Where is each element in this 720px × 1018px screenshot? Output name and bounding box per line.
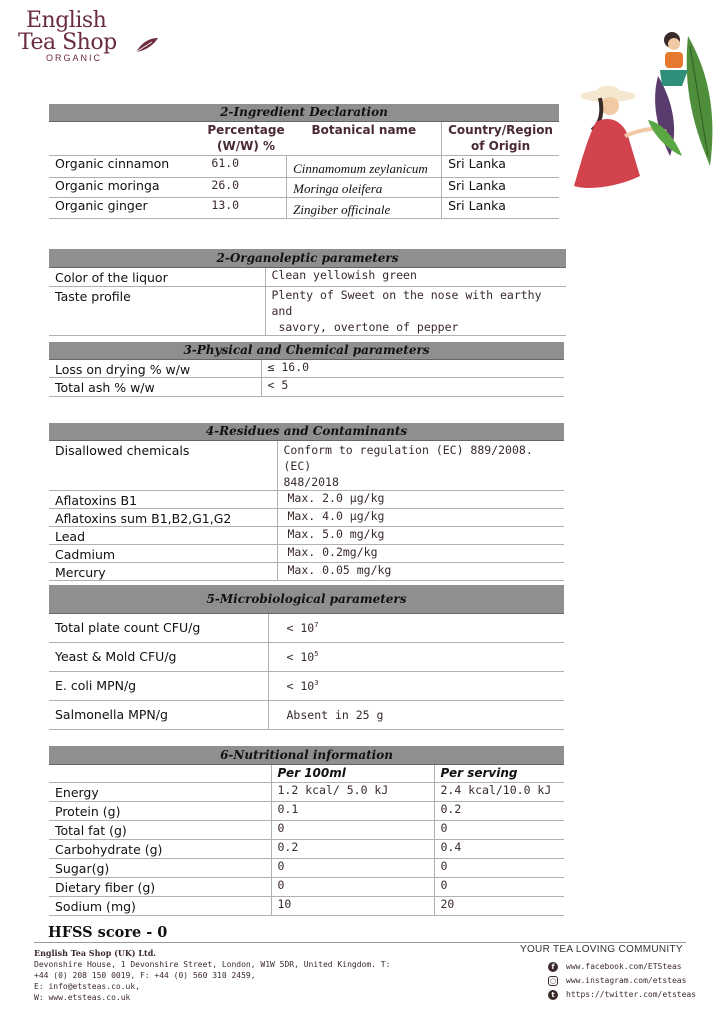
parameter-label: Aflatoxins B1 bbox=[49, 490, 277, 508]
hfss-score: HFSS score - 0 bbox=[48, 924, 168, 941]
parameter-label: Total ash % w/w bbox=[49, 377, 261, 396]
table-row bbox=[49, 177, 559, 197]
organoleptic-table-title: 2-Organoleptic parameters bbox=[49, 249, 566, 267]
parameter-label: Taste profile bbox=[49, 286, 265, 335]
social-instagram[interactable] bbox=[548, 976, 700, 990]
residues-table bbox=[49, 423, 564, 581]
table-row bbox=[49, 286, 566, 335]
parameter-value: Clean yellowish green bbox=[265, 267, 566, 286]
ingredient-percentage: 13.0 bbox=[205, 197, 286, 218]
ingredient-name: Organic moringa bbox=[49, 177, 205, 197]
ingredient-country: Sri Lanka bbox=[442, 197, 559, 218]
nutrient-label: Energy bbox=[49, 782, 271, 801]
parameter-value: < $10^3$ bbox=[268, 671, 564, 700]
nutrient-per-serving: 0 bbox=[434, 820, 564, 839]
ingredient-percentage: 26.0 bbox=[205, 177, 286, 197]
parameter-value: Conform to regulation (EC) 889/2008. (EC) 848/2018 bbox=[277, 440, 564, 490]
ingredient-botanical: Cinnamomum zeylanicum bbox=[287, 155, 442, 177]
physical-table bbox=[49, 342, 564, 397]
parameter-label: Cadmium bbox=[49, 544, 277, 562]
address-line-1: Devonshire House, 1 Devonshire Street, London, W1W 5DR, United Kingdom. T: bbox=[34, 960, 391, 969]
table-row bbox=[49, 440, 564, 490]
instagram-icon: ○ bbox=[549, 977, 557, 985]
parameter-value: Absent in 25 g bbox=[268, 700, 564, 729]
nutrient-per-100ml: 0 bbox=[271, 820, 434, 839]
parameter-value: < $10^7$ bbox=[268, 613, 564, 642]
facebook-icon: f bbox=[548, 962, 558, 972]
company-name: English Tea Shop (UK) Ltd. bbox=[34, 948, 157, 958]
nutrient-per-serving: 0 bbox=[434, 877, 564, 896]
ingredient-col-botanical: Botanical name bbox=[287, 121, 442, 155]
parameter-value: Max. 0.05 mg/kg bbox=[277, 562, 564, 580]
ingredient-table-title: 2-Ingredient Declaration bbox=[49, 104, 559, 121]
nutrient-per-serving: 2.4 kcal/10.0 kJ bbox=[434, 782, 564, 801]
twitter-icon: t bbox=[548, 990, 558, 1000]
organoleptic-table bbox=[49, 249, 566, 336]
table-row bbox=[49, 526, 564, 544]
website-link[interactable]: W: www.etsteas.co.uk bbox=[34, 993, 131, 1002]
nutrition-table bbox=[49, 746, 564, 916]
ingredient-botanical: Zingiber officinale bbox=[287, 197, 442, 218]
table-row bbox=[49, 490, 564, 508]
nutrient-per-serving: 0 bbox=[434, 858, 564, 877]
nutrient-per-100ml: 0.1 bbox=[271, 801, 434, 820]
table-row bbox=[49, 155, 559, 177]
nutrient-label: Sugar(g) bbox=[49, 858, 271, 877]
parameter-label: Color of the liquor bbox=[49, 267, 265, 286]
brand-line-2: Tea Shop bbox=[18, 30, 117, 55]
table-row bbox=[49, 508, 564, 526]
ingredient-name: Organic ginger bbox=[49, 197, 205, 218]
micro-table-title: 5-Microbiological parameters bbox=[49, 585, 564, 613]
parameter-value: ≤ 16.0 bbox=[261, 359, 564, 377]
parameter-label: Yeast & Mold CFU/g bbox=[49, 642, 268, 671]
nutrient-per-serving: 0.2 bbox=[434, 801, 564, 820]
ingredient-percentage: 61.0 bbox=[205, 155, 286, 177]
brand-logo bbox=[14, 8, 164, 64]
ingredient-botanical: Moringa oleifera bbox=[287, 177, 442, 197]
parameter-value: Max. 0.2mg/kg bbox=[277, 544, 564, 562]
ingredient-col-percentage: Percentage (W/W) % bbox=[205, 121, 286, 155]
parameter-label: Disallowed chemicals bbox=[49, 440, 277, 490]
nutrient-per-serving: 0.4 bbox=[434, 839, 564, 858]
nutrient-per-100ml: 10 bbox=[271, 896, 434, 915]
nutrition-header-blank bbox=[49, 764, 271, 782]
table-row bbox=[49, 858, 564, 877]
nutrition-table-title: 6-Nutritional information bbox=[49, 746, 564, 764]
footer-divider bbox=[34, 942, 686, 943]
twitter-link[interactable]: https://twitter.com/etsteas bbox=[566, 990, 697, 999]
table-row bbox=[49, 359, 564, 377]
parameter-label: Loss on drying % w/w bbox=[49, 359, 261, 377]
tea-women-illustration-icon bbox=[570, 26, 720, 196]
footer-social bbox=[520, 944, 700, 1004]
nutrition-col-per-100ml: Per 100ml bbox=[271, 764, 434, 782]
table-row bbox=[49, 377, 564, 396]
nutrient-per-serving: 20 bbox=[434, 896, 564, 915]
ingredient-header-blank bbox=[49, 121, 205, 155]
parameter-label: E. coli MPN/g bbox=[49, 671, 268, 700]
address-line-2: +44 (0) 208 150 0019, F: +44 (0) 560 310 2459, bbox=[34, 971, 256, 980]
parameter-label: Lead bbox=[49, 526, 277, 544]
ingredient-col-country: Country/Region of Origin bbox=[442, 121, 559, 155]
ingredient-name: Organic cinnamon bbox=[49, 155, 205, 177]
leaf-icon bbox=[134, 36, 160, 54]
nutrient-per-100ml: 0.2 bbox=[271, 839, 434, 858]
parameter-value: < $10^5$ bbox=[268, 642, 564, 671]
social-facebook[interactable] bbox=[548, 962, 700, 976]
micro-table bbox=[49, 585, 564, 730]
parameter-value: Max. 4.0 μg/kg bbox=[277, 508, 564, 526]
parameter-value: Max. 2.0 μg/kg bbox=[277, 490, 564, 508]
residues-table-title: 4-Residues and Contaminants bbox=[49, 423, 564, 440]
ingredient-country: Sri Lanka bbox=[442, 155, 559, 177]
nutrient-label: Total fat (g) bbox=[49, 820, 271, 839]
nutrient-label: Dietary fiber (g) bbox=[49, 877, 271, 896]
physical-table-title: 3-Physical and Chemical parameters bbox=[49, 342, 564, 359]
table-row bbox=[49, 613, 564, 642]
instagram-link[interactable]: www.instagram.com/etsteas bbox=[566, 976, 687, 985]
table-row bbox=[49, 782, 564, 801]
table-row bbox=[49, 671, 564, 700]
parameter-label: Aflatoxins sum B1,B2,G1,G2 bbox=[49, 508, 277, 526]
ingredient-table bbox=[49, 104, 559, 219]
nutrient-label: Protein (g) bbox=[49, 801, 271, 820]
brand-line-1: English bbox=[26, 8, 107, 33]
table-row bbox=[49, 896, 564, 915]
table-row bbox=[49, 839, 564, 858]
facebook-link[interactable]: www.facebook.com/ETSteas bbox=[566, 962, 682, 971]
social-twitter[interactable] bbox=[548, 990, 700, 1004]
email-link[interactable]: E: info@etsteas.co.uk, bbox=[34, 982, 140, 991]
table-row bbox=[49, 544, 564, 562]
parameter-value: Max. 5.0 mg/kg bbox=[277, 526, 564, 544]
nutrient-per-100ml: 0 bbox=[271, 877, 434, 896]
nutrition-col-per-serving: Per serving bbox=[434, 764, 564, 782]
nutrient-per-100ml: 0 bbox=[271, 858, 434, 877]
parameter-value: Plenty of Sweet on the nose with earthy and savory, overtone of pepper bbox=[265, 286, 566, 335]
ingredient-country: Sri Lanka bbox=[442, 177, 559, 197]
nutrient-label: Sodium (mg) bbox=[49, 896, 271, 915]
parameter-value: < 5 bbox=[261, 377, 564, 396]
table-row bbox=[49, 801, 564, 820]
footer-company-info bbox=[34, 948, 390, 1003]
table-row bbox=[49, 700, 564, 729]
community-heading: YOUR TEA LOVING COMMUNITY bbox=[520, 944, 683, 955]
table-row bbox=[49, 562, 564, 580]
nutrient-per-100ml: 1.2 kcal/ 5.0 kJ bbox=[271, 782, 434, 801]
parameter-label: Salmonella MPN/g bbox=[49, 700, 268, 729]
table-row bbox=[49, 642, 564, 671]
table-row bbox=[49, 877, 564, 896]
table-row bbox=[49, 267, 566, 286]
parameter-label: Total plate count CFU/g bbox=[49, 613, 268, 642]
parameter-label: Mercury bbox=[49, 562, 277, 580]
brand-line-3: ORGANIC bbox=[46, 53, 103, 63]
nutrient-label: Carbohydrate (g) bbox=[49, 839, 271, 858]
table-row bbox=[49, 820, 564, 839]
table-row bbox=[49, 197, 559, 218]
